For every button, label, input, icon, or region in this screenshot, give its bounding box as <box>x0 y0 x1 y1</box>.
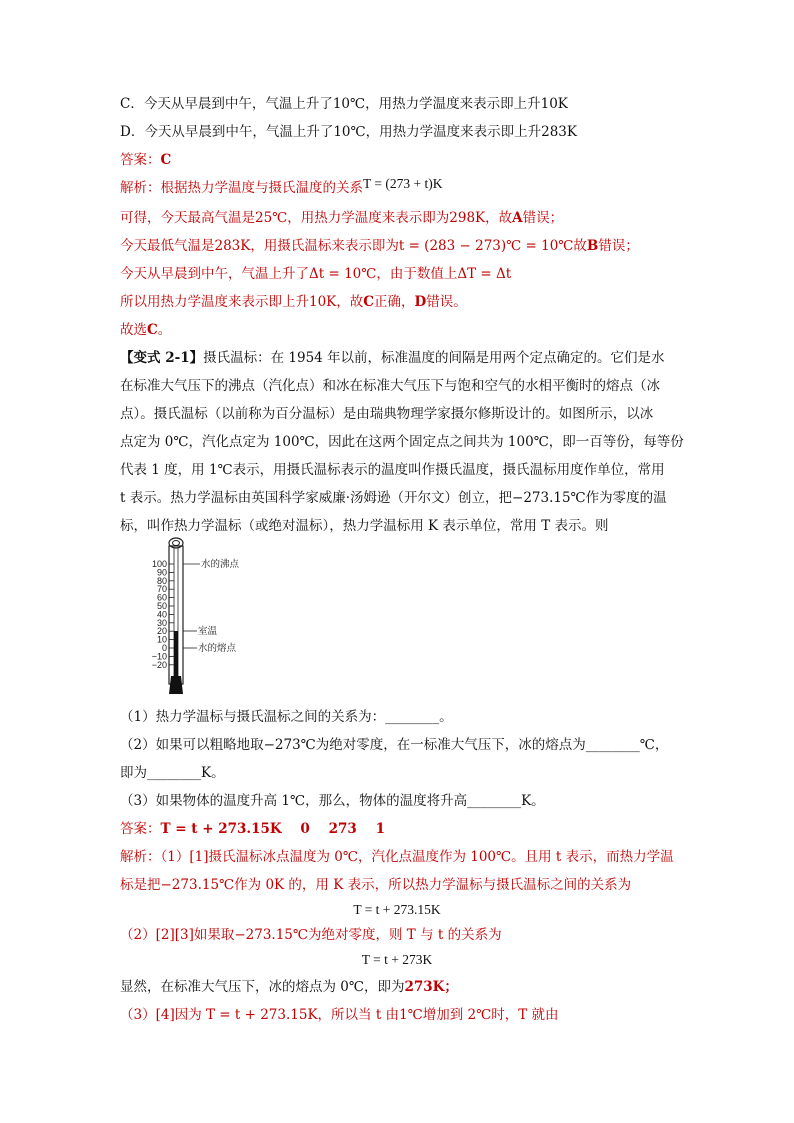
variant-line-2: 在标准大气压下的沸点（汽化点）和冰在标准大气压下与饱和空气的水相平衡时的熔点（冰 <box>120 378 660 394</box>
analysis-2-line-4 <box>120 977 458 997</box>
analysis-1-line-3-b: B <box>586 238 599 254</box>
analysis-1-line-5-pre: 所以用热力学温度来表示即上升10K，故 <box>120 294 364 310</box>
variant-line-1 <box>120 348 665 368</box>
question-2b: 即为________K。 <box>120 765 225 781</box>
thermometer-bulb <box>169 676 183 694</box>
thermometer-svg <box>145 536 275 701</box>
tick-label: 50 <box>156 601 167 611</box>
answer-2-value: T = t + 273.15K 0 273 1 <box>160 821 385 837</box>
analysis-1-line-5-c: C <box>363 294 375 310</box>
tick-label: −20 <box>151 659 167 670</box>
formula-2: T = t + 273K <box>361 952 433 967</box>
tick-label: 30 <box>156 617 167 628</box>
analysis-1-line-4: 今天从早晨到中午，气温上升了Δt = 10℃，由于数值上ΔT = Δt <box>120 266 512 282</box>
tick-label: 70 <box>156 584 167 595</box>
analysis-1-line-2 <box>120 208 563 228</box>
answer-1-value: C <box>160 152 172 168</box>
answer-1-label: 答案： <box>120 152 161 168</box>
boiling-label: 水的沸点 <box>201 559 240 570</box>
analysis-2-line-4-val: 273K； <box>404 979 458 995</box>
analysis-1-line-2-a: A <box>512 210 523 226</box>
question-2a: （2）如果可以粗略地取−273℃为绝对零度，在一标准大气压下，冰的熔点为________℃， <box>120 737 669 753</box>
analysis-1-line-2-end: 错误； <box>522 210 564 226</box>
analysis-2-line-5 <box>120 1005 559 1025</box>
tick-label: 0 <box>161 643 167 653</box>
conclusion-end: 。 <box>157 322 172 338</box>
variant-line-3: 点）。摄氏温标（以前称为百分温标）是由瑞典物理学家摄尔修斯设计的。如图所示，以冰 <box>120 406 654 422</box>
tick-label: 100 <box>151 559 167 569</box>
variant-line-5: 代表 1 度，用 1℃表示，用摄氏温标表示的温度叫作摄氏温度，摄氏温标用度作单位，常用 <box>120 462 665 478</box>
answer-2-label: 答案： <box>120 821 161 837</box>
variant-line-7: 标，叫作热力学温标（或绝对温标），热力学温标用 K 表示单位，常用 T 表示。则 <box>120 518 609 534</box>
analysis-1-line-3-text: 今天最低气温是283K，用摄氏温标来表示即为t = (283 − 273)℃ = 10℃故 <box>120 238 587 254</box>
conclusion <box>120 320 171 340</box>
tick-label: 40 <box>156 609 167 620</box>
formula-1: T = t + 273.15K <box>353 902 441 917</box>
conclusion-text: 故选 <box>120 322 147 338</box>
analysis-2-line-2: 标是把−273.15℃作为 0K 的，用 K 表示，所以热力学温标与摄氏温标之间的关系为 <box>120 877 632 893</box>
analysis-2-line-5-mid: 1℃增加到 2℃时， <box>399 1007 519 1023</box>
analysis-1-line-5-mid: 正确， <box>374 294 415 310</box>
analysis-1-line-2-text: 可得，今天最高气温是25℃，用热力学温度来表示即为298K，故 <box>120 210 513 226</box>
analysis-2-line-3: （2）[2][3]如果取−273.15℃为绝对零度，则 T 与 t 的关系为 <box>120 927 502 943</box>
tick-label: 80 <box>156 575 167 586</box>
analysis-1-line-3-end: 错误； <box>598 238 639 254</box>
conclusion-c: C <box>147 322 158 338</box>
analysis-2-line-4-pre: 显然，在标准大气压下，冰的熔点为 0℃，即为 <box>120 979 405 995</box>
analysis-1-prefix: 解析：根据热力学温度与摄氏温度的关系 <box>120 180 363 196</box>
analysis-1-line-3 <box>120 236 639 256</box>
tick-label: 90 <box>156 567 167 578</box>
answer-1 <box>120 150 171 170</box>
option-c: C．今天从早晨到中午，气温上升了10℃，用热力学温度来表示即上升10K <box>120 96 568 112</box>
tick-group <box>152 559 174 670</box>
mercury-column <box>174 631 178 679</box>
tick-label: 20 <box>156 626 167 637</box>
analysis-1-line-5 <box>120 292 467 312</box>
analysis-2-line-5-end: T 就由 <box>518 1007 559 1023</box>
thermometer-cap-inner <box>173 541 180 546</box>
answer-2 <box>120 819 385 839</box>
variant-tag: 【变式 2-1】 <box>120 350 204 366</box>
analysis-2-line-5-pre: （3）[4]因为 T = t + 273.15K，所以当 t 由 <box>120 1007 400 1023</box>
melting-label: 水的熔点 <box>198 643 237 654</box>
question-1: （1）热力学温标与摄氏温标之间的关系为：________。 <box>120 709 453 725</box>
analysis-1-line-1 <box>120 178 442 198</box>
analysis-2-line-1: 解析：（1）[1]摄氏温标冰点温度为 0℃，汽化点温度作为 100℃。且用 t 表示，而热力学温 <box>120 849 674 865</box>
tick-label: 10 <box>156 634 167 645</box>
tick-label: 60 <box>156 592 167 603</box>
tick-label: −10 <box>151 651 167 662</box>
room-label: 室温 <box>198 626 218 637</box>
variant-p1: 摄氏温标：在 1954 年以前，标准温度的间隔是用两个定点确定的。它们是水 <box>203 350 665 366</box>
question-3: （3）如果物体的温度升高 1℃，那么，物体的温度将升高________K。 <box>120 793 545 809</box>
option-d: D．今天从早晨到中午，气温上升了10℃，用热力学温度来表示即上升283K <box>120 124 577 140</box>
thermometer-figure <box>145 536 275 705</box>
analysis-1-line-5-end: 错误。 <box>426 294 467 310</box>
variant-line-4: 点定为 0℃，汽化点定为 100℃，因此在这两个固定点之间共为 100℃，即一百等份，每等份 <box>120 434 684 450</box>
analysis-1-formula: T = (273 + t)K <box>363 176 443 191</box>
analysis-1-line-5-d: D <box>414 294 427 310</box>
variant-line-6: t 表示。热力学温标由英国科学家威廉·汤姆逊（开尔文）创立，把−273.15℃作为零度的温 <box>120 490 667 506</box>
